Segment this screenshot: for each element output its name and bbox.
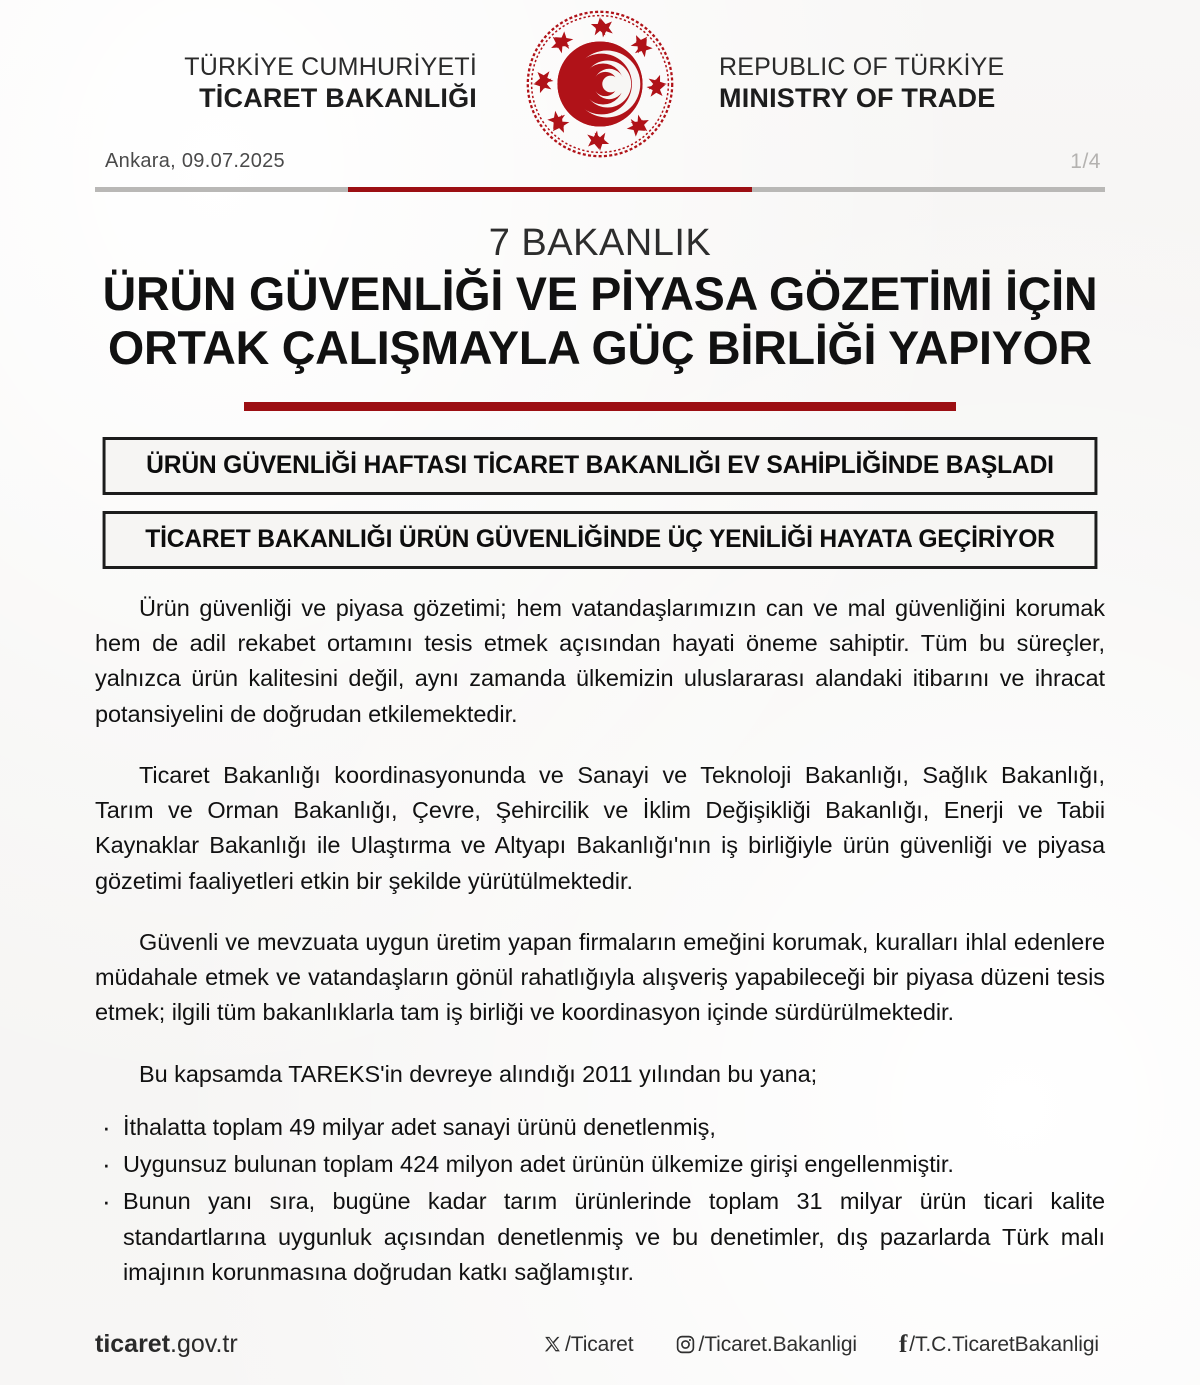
social-links: [543, 1332, 1105, 1357]
org-name-tr-line1: TÜRKİYE CUMHURİYETİ: [184, 53, 477, 82]
body-content: [95, 591, 1105, 1290]
website-url-bold: ticaret: [95, 1330, 171, 1358]
header-left-org: [95, 53, 515, 114]
boxed-heading-2: TİCARET BAKANLIĞI ÜRÜN GÜVENLİĞİNDE ÜÇ YENİLİĞİ HAYATA GEÇİRİYOR: [103, 511, 1098, 569]
x-twitter-icon: [543, 1335, 563, 1355]
header-divider: [95, 187, 1105, 192]
paragraph-1: Ürün güvenliği ve piyasa gözetimi; hem vatandaşlarımızın can ve mal güvenliğini korumak hem de adil rekabet ortamını tesis etmek açısından hayati öneme sahiptir. Tüm bu süreçler, yalnızca ürün kalitesini değil, aynı zamanda ülkemizin uluslararası alandaki itibarını ve ihracat potansiyelini de doğrudan etkilemektedir.: [95, 594, 1105, 727]
website-url-rest: .gov.tr: [170, 1330, 238, 1358]
ministry-emblem-icon: [515, 8, 685, 160]
boxed-headings: [95, 437, 1105, 569]
website-url[interactable]: [95, 1330, 238, 1359]
org-name-en-line1: REPUBLIC OF TÜRKİYE: [719, 53, 1005, 82]
instagram-icon: [675, 1334, 696, 1355]
statistics-bullet-list: [95, 1110, 1105, 1290]
social-handle-facebook: /T.C.TicaretBakanligi: [909, 1332, 1099, 1356]
title-kicker: 7 BAKANLIK: [488, 222, 712, 264]
paragraph-4: Bu kapsamda TAREKS'in devreye alındığı 2011 yılından bu yana;: [139, 1060, 818, 1087]
document-footer: [95, 1330, 1105, 1359]
title-accent-bar: [244, 402, 956, 411]
location-date: Ankara, 09.07.2025: [105, 150, 285, 172]
facebook-icon: f: [898, 1331, 908, 1358]
headline-line-1: ÜRÜN GÜVENLİĞİ VE PİYASA GÖZETİMİ İÇİN: [102, 266, 1098, 320]
org-name-tr-line2: TİCARET BAKANLIĞI: [199, 82, 477, 113]
meta-bar: [95, 150, 1105, 196]
header-divider-accent: [348, 187, 752, 192]
social-handle-instagram: /Ticaret.Bakanligi: [698, 1332, 857, 1356]
org-name-en-line2: MINISTRY OF TRADE: [719, 82, 996, 113]
headline-line-2: ORTAK ÇALIŞMAYLA GÜÇ BİRLİĞİ YAPIYOR: [108, 321, 1092, 375]
social-link-instagram[interactable]: [675, 1333, 857, 1357]
list-item: · Uygunsuz bulunan toplam 424 milyon adet ürünün ülkemize girişi engellenmiştir.: [95, 1147, 1105, 1182]
list-item: · Bunun yanı sıra, bugüne kadar tarım ürünlerinde toplam 31 milyar ürün ticari kalite standartlarına uygunluk açısından denetlenmiş ve bu denetimler, dış pazarlarda Türk malı imajının korunmasına doğrudan katkı sağlamıştır.: [95, 1184, 1105, 1290]
page-indicator: 1/4: [1070, 150, 1101, 173]
social-handle-x: /Ticaret: [565, 1332, 634, 1356]
social-link-x[interactable]: [543, 1333, 633, 1357]
social-link-facebook[interactable]: [899, 1332, 1099, 1357]
boxed-heading-1: ÜRÜN GÜVENLİĞİ HAFTASI TİCARET BAKANLIĞI EV SAHİPLİĞİNDE BAŞLADI: [103, 437, 1098, 495]
paragraph-3: Güvenli ve mevzuata uygun üretim yapan firmaların emeğini korumak, kuralları ihlal edenlere müdahale etmek ve vatandaşların gönül rahatlığıyla alışveriş yapabileceği bir piyasa düzeni tesis etmek; ilgili tüm bakanlıklarla tam iş birliği ve koordinasyon içinde sürdürülmektedir.: [95, 928, 1105, 1026]
document-header: [0, 0, 1200, 140]
list-item: · İthalatta toplam 49 milyar adet sanayi ürünü denetlenmiş,: [95, 1110, 1105, 1145]
header-right-org: [685, 53, 1105, 114]
paragraph-2: Ticaret Bakanlığı koordinasyonunda ve Sanayi ve Teknoloji Bakanlığı, Sağlık Bakanlığı, Tarım ve Orman Bakanlığı, Çevre, Şehircilik ve İklim Değişikliği Bakanlığı, Enerji ve Tabii Kaynaklar Bakanlığı ile Ulaştırma ve Altyapı Bakanlığı'nın iş birliğiyle ürün güvenliği ve piyasa gözetimi faaliyetleri etkin bir şekilde yürütülmektedir.: [95, 761, 1105, 894]
title-block: [0, 224, 1200, 411]
